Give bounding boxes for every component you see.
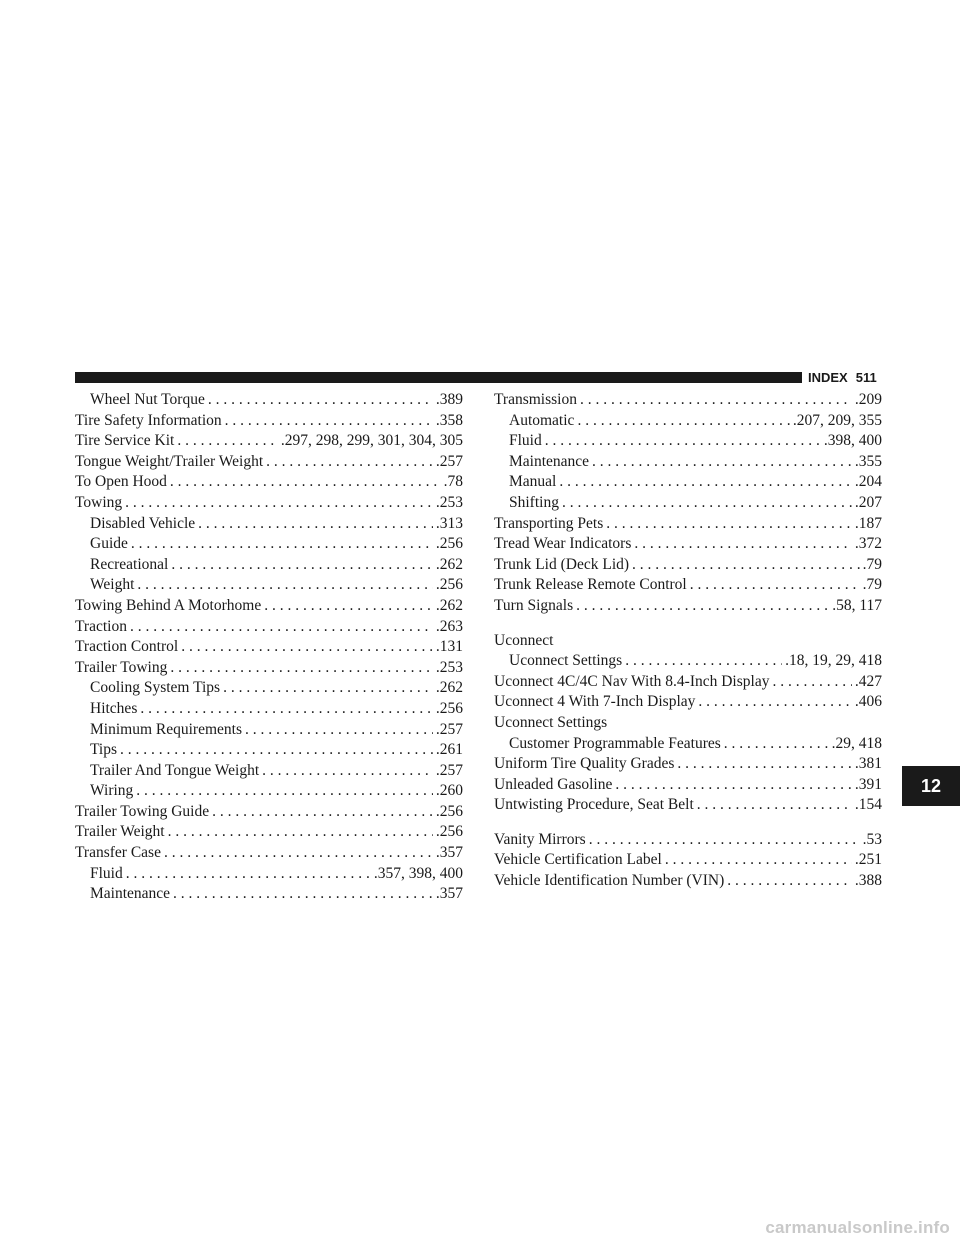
dot-leader	[130, 617, 433, 638]
index-entry	[494, 692, 882, 713]
entry-label: Turn Signals	[494, 596, 574, 614]
dot-leader	[576, 596, 829, 617]
entry-page-refs[interactable]: .253	[435, 658, 463, 676]
entry-label: To Open Hood	[75, 473, 167, 491]
dot-leader	[171, 555, 433, 576]
index-entry	[494, 514, 882, 535]
index-group-gap	[494, 816, 882, 830]
header-rule	[75, 372, 802, 383]
index-subentry	[494, 651, 882, 672]
entry-page-refs[interactable]: .204	[854, 473, 882, 491]
dot-leader	[245, 720, 433, 741]
entry-page-refs[interactable]: .251	[854, 851, 882, 869]
entry-label: Recreational	[90, 555, 169, 573]
dot-leader	[264, 596, 433, 617]
dot-leader	[120, 740, 433, 761]
dot-leader	[137, 575, 432, 596]
entry-label: Trailer Towing Guide	[75, 802, 210, 820]
entry-page-refs[interactable]: .358	[435, 411, 463, 429]
index-entry	[75, 822, 463, 843]
entry-page-refs[interactable]: .256	[435, 576, 463, 594]
entry-page-refs[interactable]: .391	[854, 775, 882, 793]
dot-leader	[164, 843, 433, 864]
index-entry	[75, 596, 463, 617]
index-subentry	[75, 884, 463, 905]
index-entry	[494, 754, 882, 775]
entry-label: Transmission	[494, 391, 577, 408]
entry-label: Wiring	[90, 782, 134, 800]
index-entry	[494, 795, 882, 816]
index-subentry	[494, 411, 882, 432]
entry-page-refs[interactable]: .78	[443, 473, 463, 491]
dot-leader	[690, 575, 860, 596]
entry-page-refs[interactable]: .257	[435, 761, 463, 779]
entry-page-refs[interactable]: .257	[435, 720, 463, 738]
entry-page-refs[interactable]: .53	[862, 830, 882, 848]
entry-label: Trailer Towing	[75, 658, 168, 676]
index-entry	[494, 775, 882, 796]
index-subentry	[75, 555, 463, 576]
dot-leader	[125, 493, 433, 514]
dot-leader	[727, 871, 852, 892]
entry-label: Tips	[90, 741, 118, 759]
chapter-tab[interactable]: 12	[902, 766, 960, 806]
entry-page-refs[interactable]: .381	[854, 755, 882, 773]
entry-page-refs[interactable]: .79	[862, 555, 882, 573]
index-entry	[75, 411, 463, 432]
entry-label: Tire Safety Information	[75, 411, 222, 429]
entry-page-refs[interactable]: .207, 209, 355	[792, 411, 882, 429]
entry-label: Uniform Tire Quality Grades	[494, 755, 675, 773]
dot-leader	[589, 830, 860, 851]
entry-label: Shifting	[509, 493, 559, 511]
entry-page-refs[interactable]: .154	[854, 796, 882, 814]
entry-label: Manual	[509, 473, 557, 491]
entry-label: Fluid	[509, 432, 542, 450]
index-entry	[75, 617, 463, 638]
entry-page-refs[interactable]: .207	[854, 493, 882, 511]
index-subentry	[494, 493, 882, 514]
entry-label: Uconnect 4C/4C Nav With 8.4-Inch Display	[494, 672, 770, 690]
entry-page-refs[interactable]: .253	[435, 493, 463, 511]
watermark: carmanualsonline.info	[765, 1218, 950, 1237]
entry-page-refs[interactable]: .79	[862, 576, 882, 594]
entry-page-refs[interactable]: .398, 400	[823, 432, 882, 450]
entry-page-refs[interactable]: .263	[435, 617, 463, 635]
index-subentry	[75, 740, 463, 761]
entry-page-refs[interactable]: .388	[854, 872, 882, 890]
entry-label: Vanity Mirrors	[494, 830, 586, 848]
index-subentry	[75, 534, 463, 555]
dot-leader	[208, 390, 433, 411]
dot-leader	[136, 781, 433, 802]
entry-label: Automatic	[509, 411, 575, 429]
index-entry	[494, 713, 882, 734]
dot-leader	[173, 884, 433, 905]
index-entry	[75, 802, 463, 823]
header-page-number: 511	[855, 370, 877, 385]
entry-page-refs[interactable]: .257	[435, 452, 463, 470]
index-entry	[494, 850, 882, 871]
entry-page-refs[interactable]: .256	[435, 823, 463, 841]
entry-page-refs[interactable]: .261	[435, 741, 463, 759]
entry-label: Vehicle Identification Number (VIN)	[494, 872, 725, 890]
entry-label: Towing	[75, 493, 123, 511]
entry-page-refs[interactable]: .406	[854, 693, 882, 711]
dot-leader	[697, 795, 852, 816]
dot-leader	[559, 472, 852, 493]
dot-leader	[170, 472, 441, 493]
entry-label: Tongue Weight/Trailer Weight	[75, 452, 264, 470]
dot-leader	[198, 514, 433, 535]
dot-leader	[625, 651, 782, 672]
entry-page-refs[interactable]: .256	[435, 699, 463, 717]
entry-label: Cooling System Tips	[90, 679, 221, 697]
dot-leader	[545, 431, 821, 452]
entry-page-refs[interactable]: .313	[435, 514, 463, 532]
index-subentry	[75, 781, 463, 802]
entry-label: Maintenance	[90, 885, 171, 903]
index-entry	[494, 830, 882, 851]
index-column-right	[494, 390, 882, 892]
entry-page-refs[interactable]: .372	[854, 535, 882, 553]
entry-label: Uconnect 4 With 7-Inch Display	[494, 693, 696, 711]
entry-page-refs[interactable]: .209	[854, 391, 882, 408]
index-subentry	[75, 678, 463, 699]
dot-leader	[170, 658, 433, 679]
entry-page-refs[interactable]: .389	[435, 391, 463, 408]
entry-label: Traction Control	[75, 638, 179, 656]
index-entry	[494, 534, 882, 555]
index-subentry	[494, 431, 882, 452]
entry-label: Uconnect	[494, 631, 554, 649]
entry-page-refs[interactable]: .131	[435, 638, 463, 656]
entry-label: Transporting Pets	[494, 514, 604, 532]
dot-leader	[131, 534, 433, 555]
entry-label: Uconnect Settings	[494, 713, 608, 731]
header-section-label: INDEX	[808, 370, 848, 385]
entry-label: Customer Programmable Features	[509, 734, 721, 752]
entry-label: Untwisting Procedure, Seat Belt	[494, 796, 694, 814]
dot-leader	[606, 514, 852, 535]
dot-leader	[181, 637, 433, 658]
entry-label: Uconnect Settings	[509, 652, 623, 670]
entry-page-refs[interactable]: .18, 19, 29, 418	[785, 652, 882, 670]
entry-page-refs[interactable]: .355	[854, 452, 882, 470]
dot-leader	[677, 754, 851, 775]
index-subentry	[75, 699, 463, 720]
entry-label: Tread Wear Indicators	[494, 535, 632, 553]
index-entry	[75, 843, 463, 864]
entry-label: Trailer And Tongue Weight	[90, 761, 260, 779]
dot-leader	[615, 775, 852, 796]
index-column-left	[75, 390, 463, 905]
index-entry	[494, 631, 882, 652]
index-subentry	[75, 514, 463, 535]
entry-page-refs[interactable]: .427	[854, 672, 882, 690]
entry-label: Trailer Weight	[75, 823, 165, 841]
index-entry	[494, 871, 882, 892]
dot-leader	[177, 431, 278, 452]
entry-page-refs[interactable]: .297, 298, 299, 301, 304, 305	[280, 432, 463, 450]
index-subentry	[75, 720, 463, 741]
index-entry	[494, 672, 882, 693]
index-group-gap	[494, 617, 882, 631]
dot-leader	[562, 493, 852, 514]
entry-label: Unleaded Gasoline	[494, 775, 613, 793]
entry-page-refs[interactable]: .357, 398, 400	[373, 864, 463, 882]
dot-leader	[266, 452, 433, 473]
dot-leader	[724, 734, 829, 755]
entry-label: Trunk Lid (Deck Lid)	[494, 555, 630, 573]
dot-leader	[140, 699, 433, 720]
running-header	[808, 369, 898, 386]
entry-label: Wheel Nut Torque	[90, 391, 205, 408]
entry-label: Traction	[75, 617, 127, 635]
dot-leader	[698, 692, 851, 713]
entry-page-refs[interactable]: .262	[435, 555, 463, 573]
entry-label: Guide	[90, 535, 128, 553]
entry-label: Vehicle Certification Label	[494, 851, 662, 869]
entry-label: Weight	[90, 576, 135, 594]
dot-leader	[212, 802, 433, 823]
entry-page-refs[interactable]: .256	[435, 802, 463, 820]
dot-leader	[225, 411, 433, 432]
index-entry	[494, 555, 882, 576]
index-entry	[75, 658, 463, 679]
dot-leader	[223, 678, 433, 699]
entry-page-refs[interactable]: .262	[435, 596, 463, 614]
dot-leader	[632, 555, 860, 576]
entry-label: Fluid	[90, 864, 123, 882]
entry-label: Hitches	[90, 699, 138, 717]
entry-label: Towing Behind A Motorhome	[75, 596, 262, 614]
index-entry	[75, 431, 463, 452]
dot-leader	[772, 672, 851, 693]
dot-leader	[634, 534, 852, 555]
entry-label: Transfer Case	[75, 844, 161, 862]
dot-leader	[577, 411, 789, 432]
index-entry	[75, 452, 463, 473]
entry-page-refs[interactable]: .58, 117	[832, 596, 882, 614]
index-subentry	[494, 452, 882, 473]
entry-page-refs[interactable]: .29, 418	[831, 734, 882, 752]
index-entry	[494, 575, 882, 596]
index-entry	[494, 596, 882, 617]
index-subentry	[75, 390, 463, 411]
index-subentry	[75, 575, 463, 596]
dot-leader	[592, 452, 852, 473]
index-subentry	[494, 472, 882, 493]
index-entry	[75, 637, 463, 658]
dot-leader	[665, 850, 852, 871]
entry-page-refs[interactable]: .256	[435, 535, 463, 553]
entry-page-refs[interactable]: .187	[854, 514, 882, 532]
entry-label: Minimum Requirements	[90, 720, 242, 738]
dot-leader	[126, 864, 371, 885]
entry-page-refs[interactable]: .357	[435, 844, 463, 862]
index-entry	[75, 472, 463, 493]
dot-leader	[580, 390, 852, 411]
index-entry	[494, 390, 882, 411]
dot-leader	[262, 761, 433, 782]
entry-label: Maintenance	[509, 452, 590, 470]
index-subentry	[494, 734, 882, 755]
entry-page-refs[interactable]: .260	[435, 782, 463, 800]
dot-leader	[168, 822, 433, 843]
entry-label: Tire Service Kit	[75, 432, 175, 450]
index-entry	[75, 493, 463, 514]
entry-page-refs[interactable]: .262	[435, 679, 463, 697]
index-subentry	[75, 761, 463, 782]
entry-label: Trunk Release Remote Control	[494, 576, 687, 594]
entry-page-refs[interactable]: .357	[435, 885, 463, 903]
entry-label: Disabled Vehicle	[90, 514, 196, 532]
index-subentry	[75, 864, 463, 885]
